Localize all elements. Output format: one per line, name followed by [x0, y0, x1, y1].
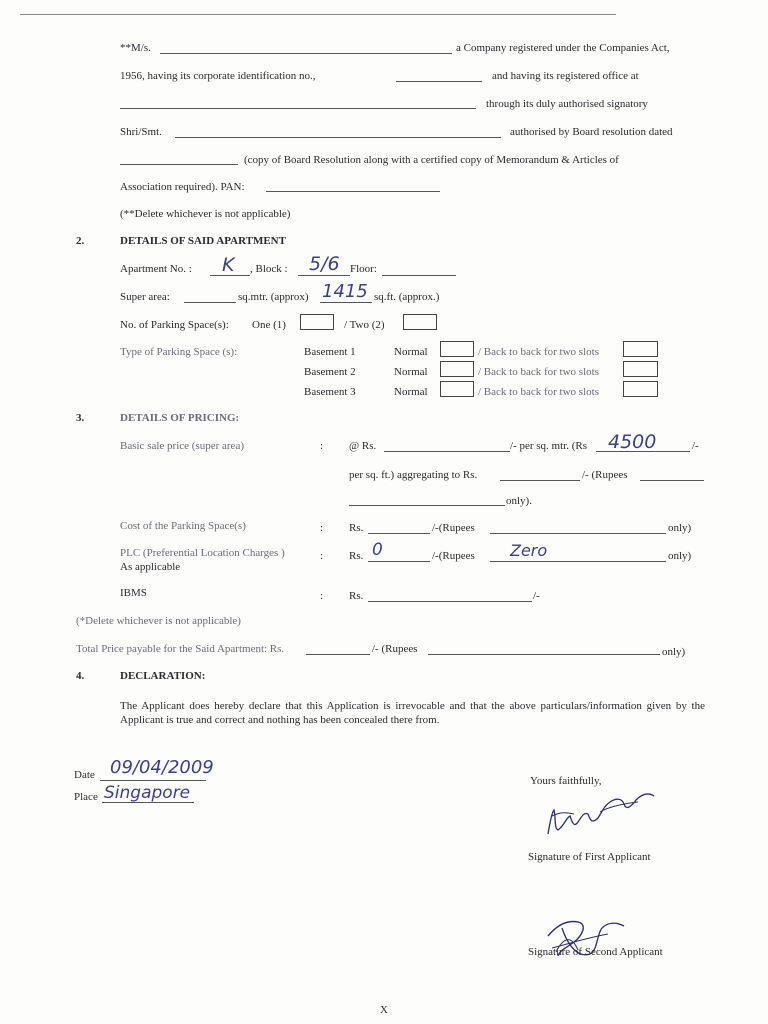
company-line2-prefix: 1956, having its corporate identification no., [120, 70, 316, 82]
registered-office-field[interactable] [120, 108, 476, 109]
basement-3-back-label: / Back to back for two slots [478, 386, 599, 398]
price-per-sqmtr-field[interactable] [384, 451, 510, 452]
basement-1-normal-checkbox[interactable] [440, 341, 474, 357]
plc-value: 0 [372, 540, 383, 560]
company-note: (**Delete whichever is not applicable) [120, 208, 291, 220]
company-line4-suffix: authorised by Board resolution dated [510, 126, 673, 138]
sq-mtr-field[interactable] [184, 302, 236, 303]
date-label: Date [74, 769, 95, 781]
company-line3-suffix: through its duly authorised signatory [486, 98, 648, 110]
parking-cost-only: only) [668, 522, 692, 534]
company-name-field[interactable] [160, 53, 452, 54]
aggregate-words-field-1[interactable] [640, 480, 704, 481]
per-sq-ft-label: per sq. ft.) aggregating to Rs. [349, 469, 478, 481]
page-mark: X [380, 1004, 388, 1016]
company-line1-prefix: **M/s. [120, 42, 151, 54]
section2-number: 2. [76, 235, 85, 247]
apartment-value: K [222, 254, 235, 276]
total-price-label: Total Price payable for the Said Apartment: Rs. [76, 643, 285, 655]
basement-1-normal-label: Normal [394, 346, 428, 358]
aggregate-rupees-label: /- (Rupees [582, 469, 628, 481]
super-area-label: Super area: [120, 291, 170, 303]
first-applicant-signature-icon [540, 782, 664, 846]
basement-2-back-label: / Back to back for two slots [478, 366, 599, 378]
pricing-note: (*Delete whichever is not applicable) [76, 615, 241, 627]
basement-2-back-checkbox[interactable] [623, 361, 658, 377]
yours-faithfully: Yours faithfully, [530, 775, 602, 787]
rate-suffix: /- [692, 440, 699, 452]
parking-cost-rupees: /-(Rupees [432, 522, 475, 534]
section3-number: 3. [76, 412, 85, 424]
ibms-field[interactable] [368, 601, 532, 602]
basic-price-colon: : [320, 440, 324, 452]
floor-field[interactable] [382, 275, 456, 276]
company-line2-suffix: and having its registered office at [492, 70, 639, 82]
total-rupees-label: /- (Rupees [372, 643, 418, 655]
company-line6-prefix: Association required). PAN: [120, 181, 245, 193]
basement-1-back-checkbox[interactable] [623, 341, 658, 357]
top-rule [20, 14, 616, 15]
ibms-label: IBMS [120, 587, 147, 599]
basement-1-label: Basement 1 [304, 346, 356, 358]
pan-field[interactable] [266, 191, 440, 192]
basement-2-normal-label: Normal [394, 366, 428, 378]
cin-field[interactable] [396, 81, 482, 82]
basic-price-label: Basic sale price (super area) [120, 440, 244, 452]
section4-number: 4. [76, 670, 85, 682]
basement-3-label: Basement 3 [304, 386, 356, 398]
total-words-field[interactable] [428, 654, 660, 655]
date-field[interactable] [100, 780, 206, 781]
parking-two-checkbox[interactable] [403, 314, 437, 330]
parking-count-label: No. of Parking Space(s): [120, 319, 229, 331]
aggregate-words-field-2[interactable] [349, 505, 505, 506]
basement-2-normal-checkbox[interactable] [440, 361, 474, 377]
basement-1-back-label: / Back to back for two slots [478, 346, 599, 358]
aggregate-only-label: only). [506, 495, 532, 507]
plc-colon: : [320, 550, 324, 562]
first-applicant-signature-label: Signature of First Applicant [528, 851, 651, 863]
at-rs-label: @ Rs. [349, 440, 377, 452]
parking-cost-colon: : [320, 522, 324, 534]
plc-field[interactable] [368, 561, 430, 562]
per-sq-mtr-label: /- per sq. mtr. (Rs [510, 440, 587, 452]
place-label: Place [74, 791, 98, 803]
apartment-label: Apartment No. : [120, 263, 192, 275]
place-value: Singapore [104, 783, 191, 803]
parking-one-label: One (1) [252, 319, 286, 331]
parking-type-label: Type of Parking Space (s): [120, 346, 238, 358]
floor-label: Floor: [350, 263, 377, 275]
plc-rs: Rs. [349, 550, 364, 562]
plc-words-value: Zero [510, 541, 548, 560]
block-label: , Block : [250, 263, 288, 275]
total-price-field[interactable] [306, 654, 370, 655]
section3-heading: DETAILS OF PRICING: [120, 412, 240, 424]
signatory-name-field[interactable] [175, 137, 501, 138]
company-line5-suffix: (copy of Board Resolution along with a certified copy of Memorandum & Articles of [244, 154, 619, 166]
section2-heading: DETAILS OF SAID APARTMENT [120, 235, 286, 247]
resolution-date-field[interactable] [120, 164, 238, 165]
parking-cost-words-field[interactable] [490, 533, 666, 534]
plc-words-field[interactable] [490, 561, 666, 562]
parking-cost-label: Cost of the Parking Space(s) [120, 520, 246, 532]
date-value: 09/04/2009 [110, 757, 214, 778]
parking-two-label: / Two (2) [344, 319, 385, 331]
basement-2-label: Basement 2 [304, 366, 356, 378]
parking-cost-field[interactable] [368, 533, 430, 534]
basement-3-back-checkbox[interactable] [623, 381, 658, 397]
sq-ft-field[interactable] [320, 302, 372, 303]
rate-value: 4500 [608, 431, 657, 453]
company-line1-suffix: a Company registered under the Companies Act, [456, 42, 670, 54]
plc-sub-label: As applicable [120, 561, 181, 573]
sq-ft-label: sq.ft. (approx.) [374, 291, 440, 303]
sq-mtr-label: sq.mtr. (approx) [238, 291, 309, 303]
block-field[interactable] [298, 275, 350, 276]
declaration-text: The Applicant does hereby declare that this Application is irrevocable and that the above particulars/information given by the Applicant is true and correct and nothing has been concealed there from. [120, 700, 705, 726]
parking-cost-rs: Rs. [349, 522, 364, 534]
second-applicant-signature-label: Signature of Second Applicant [528, 946, 663, 958]
section4-heading: DECLARATION: [120, 670, 206, 682]
ibms-suffix: /- [533, 590, 540, 602]
plc-label: PLC (Preferential Location Charges ) [120, 547, 285, 559]
total-only: only) [662, 646, 686, 658]
block-value: 5/6 [309, 253, 340, 275]
ibms-rs: Rs. [349, 590, 364, 602]
parking-one-checkbox[interactable] [300, 314, 334, 330]
basement-3-normal-label: Normal [394, 386, 428, 398]
company-line4-prefix: Shri/Smt. [120, 126, 162, 138]
plc-only: only) [668, 550, 692, 562]
plc-rupees: /-(Rupees [432, 550, 475, 562]
sq-ft-value: 1415 [322, 281, 368, 302]
ibms-colon: : [320, 590, 324, 602]
aggregate-rs-field[interactable] [500, 480, 580, 481]
basement-3-normal-checkbox[interactable] [440, 381, 474, 397]
